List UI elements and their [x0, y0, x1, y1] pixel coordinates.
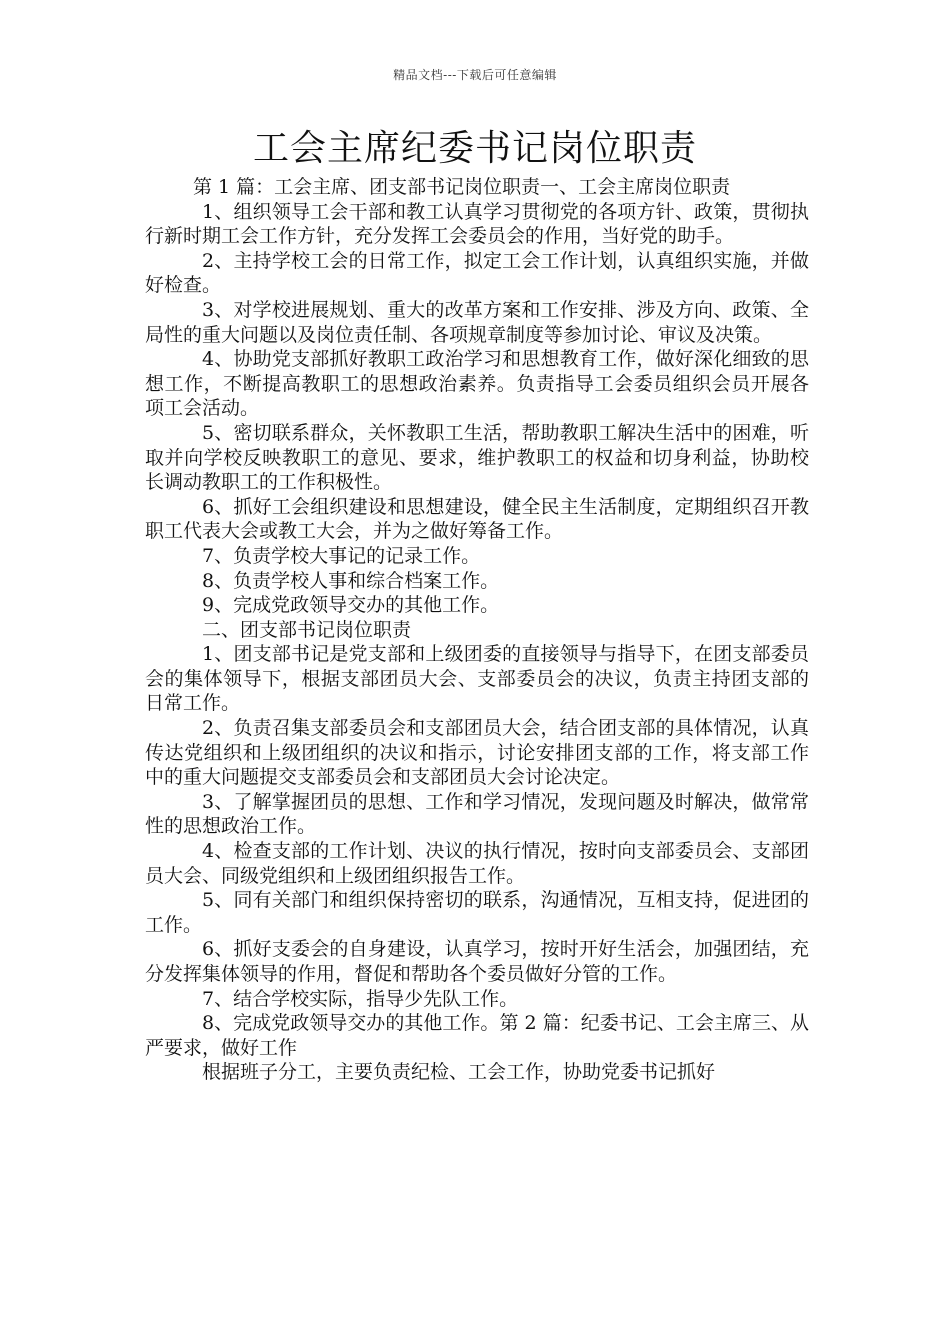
paragraph-union-duty-2: 2、主持学校工会的日常工作，拟定工会工作计划，认真组织实施，并做好检查。	[145, 249, 809, 297]
paragraph-union-duty-4: 4、协助党支部抓好教职工政治学习和思想教育工作，做好深化细致的思想工作，不断提高教职工的思想政治素养。负责指导工会委员组织会员开展各项工会活动。	[145, 348, 809, 420]
paragraph-league-duty-6: 6、抓好支委会的自身建设，认真学习，按时开好生活会，加强团结，充分发挥集体领导的作用，督促和帮助各个委员做好分管的工作。	[145, 938, 809, 985]
paragraph-league-duty-4: 4、检查支部的工作计划、决议的执行情况，按时向支部委员会、支部团员大会、同级党组织和上级团组织报告工作。	[145, 840, 809, 887]
paragraph-league-duty-7: 7、结合学校实际，指导少先队工作。	[202, 987, 519, 1010]
paragraph-union-duty-1: 1、组织领导工会干部和教工认真学习贯彻党的各项方针、政策，贯彻执行新时期工会工作方针，充分发挥工会委员会的作用，当好党的助手。	[145, 200, 809, 248]
paragraph-league-duty-5: 5、同有关部门和组织保持密切的联系，沟通情况，互相支持，促进团的工作。	[145, 889, 809, 936]
paragraph-union-duty-3: 3、对学校进展规划、重大的改革方案和工作安排、涉及方向、政策、全局性的重大问题以及岗位责任制、各项规章制度等参加讨论、审议及决策。	[145, 298, 809, 346]
paragraph-league-duty-8: 8、完成党政领导交办的其他工作。第 2 篇：纪委书记、工会主席三、从严要求，做好工作	[145, 1012, 809, 1059]
paragraph-union-duty-7: 7、负责学校大事记的记录工作。	[202, 544, 481, 567]
paragraph-part2-intro: 根据班子分工，主要负责纪检、工会工作，协助党委书记抓好	[202, 1061, 716, 1084]
paragraph-union-duty-5: 5、密切联系群众，关怀教职工生活，帮助教职工解决生活中的困难，听取并向学校反映教职工的意见、要求，维护教职工的权益和切身利益，协助校长调动教职工的工作积极性。	[145, 421, 809, 494]
document-body	[145, 175, 809, 1085]
paragraph-league-duty-2: 2、负责召集支部委员会和支部团员大会，结合团支部的具体情况，认真传达党组织和上级团组织的决议和指示，讨论安排团支部的工作，将支部工作中的重大问题提交支部委员会和支部团员大会讨论决定。	[145, 717, 809, 789]
paragraph-union-duty-9: 9、完成党政领导交办的其他工作。	[202, 594, 500, 617]
paragraph-part1-heading: 第 1 篇：工会主席、团支部书记岗位职责一、工会主席岗位职责	[193, 176, 731, 198]
paragraph-union-duty-8: 8、负责学校人事和综合档案工作。	[202, 569, 500, 592]
document-title: 工会主席纪委书记岗位职责	[252, 128, 697, 169]
paragraph-league-duty-1: 1、团支部书记是党支部和上级团委的直接领导与指导下，在团支部委员会的集体领导下，根据支部团员大会、支部委员会的决议，负责主持团支部的日常工作。	[145, 643, 809, 715]
paragraph-league-duty-3: 3、了解掌握团员的思想、工作和学习情况，发现问题及时解决，做常常性的思想政治工作。	[145, 790, 809, 838]
page-header-note: 精品文档---下载后可任意编辑	[393, 68, 557, 82]
paragraph-union-duty-6: 6、抓好工会组织建设和思想建设，健全民主生活制度，定期组织召开教职工代表大会或教工大会，并为之做好筹备工作。	[145, 495, 809, 543]
section-heading-league-secretary: 二、团支部书记岗位职责	[202, 618, 412, 641]
